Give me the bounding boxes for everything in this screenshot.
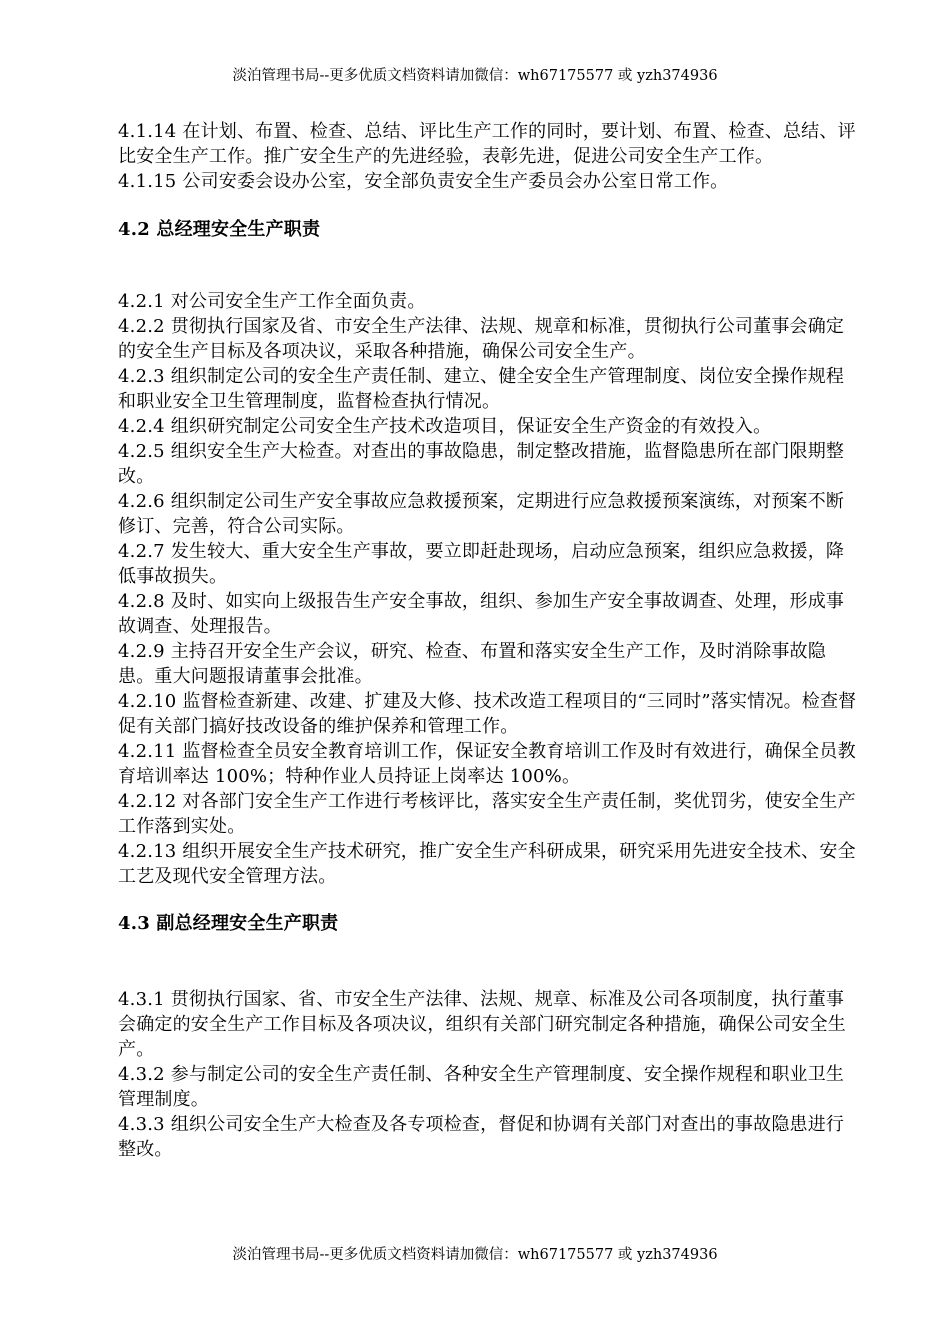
document-body [118, 119, 858, 1162]
paragraph-4-2-13: 4.2.13 组织开展安全生产技术研究，推广安全生产科研成果，研究采用先进安全技术、安全工艺及现代安全管理方法。 [118, 841, 856, 887]
paragraph-4-2-2: 4.2.2 贯彻执行国家及省、市安全生产法律、法规、规章和标准，贯彻执行公司董事会确定的安全生产目标及各项决议，采取各种措施，确保公司安全生产。 [118, 316, 845, 362]
paragraph-4-2-4: 4.2.4 组织研究制定公司安全生产技术改造项目，保证安全生产资金的有效投入。 [118, 416, 772, 437]
section-heading-4-3: 4.3 副总经理安全生产职责 [118, 913, 339, 934]
page-header: 淡泊管理书局--更多优质文档资料请加微信：wh67175577 或 yzh374936 [232, 68, 718, 84]
page-footer: 淡泊管理书局--更多优质文档资料请加微信：wh67175577 或 yzh374936 [232, 1247, 718, 1263]
paragraph-4-2-5: 4.2.5 组织安全生产大检查。对查出的事故隐患，制定整改措施，监督隐患所在部门限期整改。 [118, 441, 845, 487]
paragraph-4-3-3: 4.3.3 组织公司安全生产大检查及各专项检查，督促和协调有关部门对查出的事故隐患进行整改。 [118, 1114, 845, 1160]
paragraph-4-1-14: 4.1.14 在计划、布置、检查、总结、评比生产工作的同时，要计划、布置、检查、总结、评比安全生产工作。推广安全生产的先进经验，表彰先进，促进公司安全生产工作。 [118, 121, 856, 167]
paragraph-4-2-9: 4.2.9 主持召开安全生产会议，研究、检查、布置和落实安全生产工作，及时消除事故隐患。重大问题报请董事会批准。 [118, 641, 826, 687]
paragraph-4-2-8: 4.2.8 及时、如实向上级报告生产安全事故，组织、参加生产安全事故调查、处理，形成事故调查、处理报告。 [118, 591, 845, 637]
paragraph-4-2-3: 4.2.3 组织制定公司的安全生产责任制、建立、健全安全生产管理制度、岗位安全操作规程和职业安全卫生管理制度，监督检查执行情况。 [118, 366, 845, 412]
paragraph-4-2-11: 4.2.11 监督检查全员安全教育培训工作，保证安全教育培训工作及时有效进行，确保全员教育培训率达 100%；特种作业人员持证上岗率达 100%。 [118, 741, 856, 787]
paragraph-4-1-15: 4.1.15 公司安委会设办公室，安全部负责安全生产委员会办公室日常工作。 [118, 171, 729, 192]
paragraph-4-2-1: 4.2.1 对公司安全生产工作全面负责。 [118, 291, 426, 312]
section-heading-4-2: 4.2 总经理安全生产职责 [118, 219, 321, 240]
paragraph-4-2-6: 4.2.6 组织制定公司生产安全事故应急救援预案，定期进行应急救援预案演练，对预案不断修订、完善，符合公司实际。 [118, 491, 845, 537]
paragraph-4-3-2: 4.3.2 参与制定公司的安全生产责任制、各种安全生产管理制度、安全操作规程和职业卫生管理制度。 [118, 1064, 845, 1110]
paragraph-4-3-1: 4.3.1 贯彻执行国家、省、市安全生产法律、法规、规章、标准及公司各项制度，执行董事会确定的安全生产工作目标及各项决议，组织有关部门研究制定各种措施，确保公司安全生产。 [118, 989, 846, 1060]
paragraph-4-2-7: 4.2.7 发生较大、重大安全生产事故，要立即赶赴现场，启动应急预案，组织应急救援，降低事故损失。 [118, 541, 845, 587]
paragraph-4-2-12: 4.2.12 对各部门安全生产工作进行考核评比，落实安全生产责任制，奖优罚劣，使安全生产工作落到实处。 [118, 791, 856, 837]
paragraph-4-2-10: 4.2.10 监督检查新建、改建、扩建及大修、技术改造工程项目的“三同时”落实情况。检查督促有关部门搞好技改设备的维护保养和管理工作。 [118, 691, 857, 737]
